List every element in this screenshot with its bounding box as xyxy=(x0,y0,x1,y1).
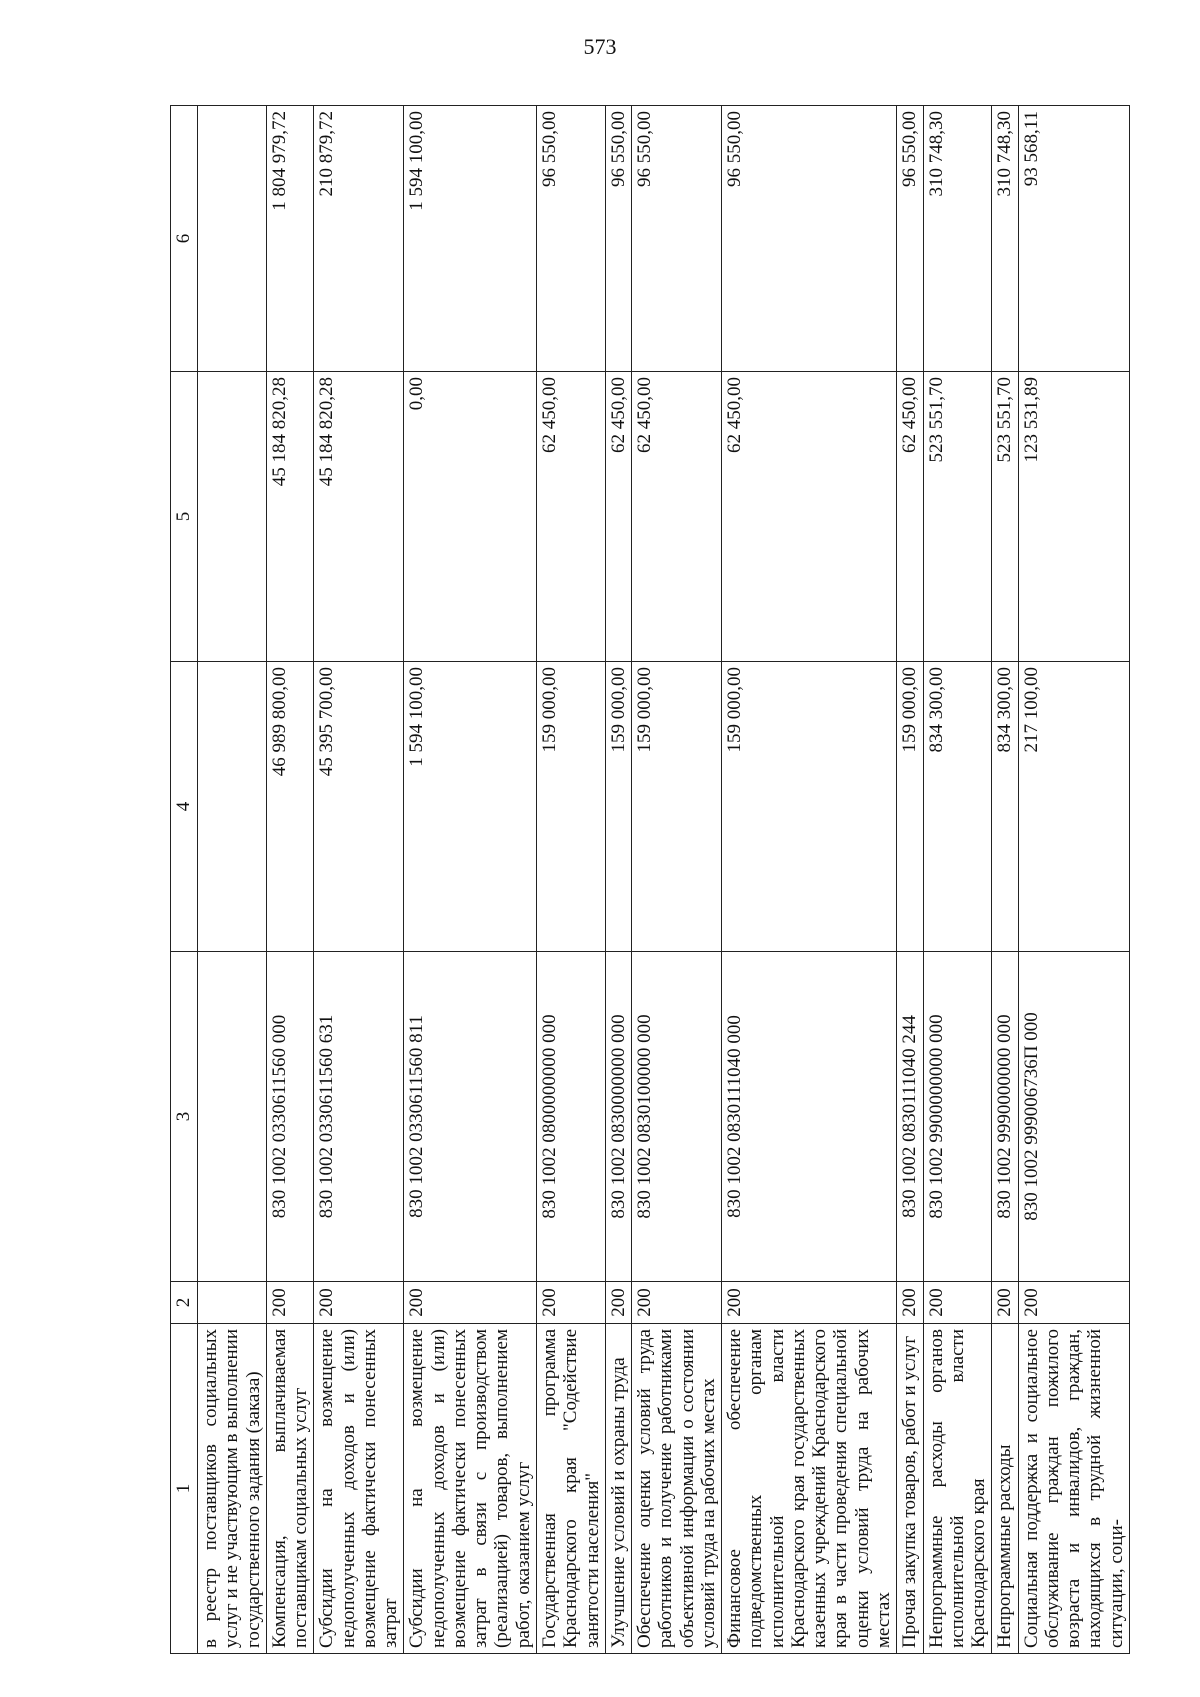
page-number: 573 xyxy=(583,34,617,59)
row-classification-cell: 830 1002 0830111040 244 xyxy=(897,952,923,1282)
row-classification-cell: 830 1002 0330611560 631 xyxy=(314,952,404,1282)
row-code-cell: 200 xyxy=(605,1282,631,1324)
column-header: 4 xyxy=(171,662,198,952)
row-approved-cell: 1 594 100,00 xyxy=(404,662,537,952)
table-row xyxy=(198,106,267,1654)
row-name-cell: Компенсация, выплачиваемая поставщикам социальных услуг xyxy=(266,1324,314,1654)
row-approved-cell: 217 100,00 xyxy=(1018,662,1129,952)
row-code-cell: 200 xyxy=(992,1282,1018,1324)
row-executed-cell xyxy=(198,372,267,662)
row-name-cell: в реестр поставщиков социальных услуг и не участвующим в выполнении государственного задания (заказа) xyxy=(198,1324,267,1654)
row-approved-cell: 159 000,00 xyxy=(605,662,631,952)
row-classification-cell xyxy=(198,952,267,1282)
table-body xyxy=(198,106,1130,1654)
column-header: 2 xyxy=(171,1282,198,1324)
row-classification-cell: 830 1002 999006736П 000 xyxy=(1018,952,1129,1282)
row-executed-cell: 62 450,00 xyxy=(536,372,605,662)
row-code-cell: 200 xyxy=(632,1282,722,1324)
column-header: 6 xyxy=(171,106,198,372)
row-remainder-cell: 1 594 100,00 xyxy=(404,106,537,372)
row-name-cell: Субсидии на возмещение недополученных доходов и (или) возмещение фактически понесенных затрат xyxy=(314,1324,404,1654)
row-remainder-cell xyxy=(198,106,267,372)
table-row xyxy=(632,106,722,1654)
row-approved-cell: 159 000,00 xyxy=(536,662,605,952)
table-row xyxy=(314,106,404,1654)
column-header: 5 xyxy=(171,372,198,662)
row-name-cell: Финансовое обеспечение подведомственных органам исполнительной власти Краснодарского края государственных казенных учреждений Краснодарского края в части проведения специальной оценки условий труда на рабочих местах xyxy=(722,1324,897,1654)
row-approved-cell: 45 395 700,00 xyxy=(314,662,404,952)
row-name-cell: Прочая закупка товаров, работ и услуг xyxy=(897,1324,923,1654)
table-row xyxy=(266,106,314,1654)
row-remainder-cell: 96 550,00 xyxy=(605,106,631,372)
row-name-cell: Субсидии на возмещение недополученных доходов и (или) возмещение фактически понесенных затрат в связи с производством (реализацией) товаров, выполнением работ, оказанием услуг xyxy=(404,1324,537,1654)
table-row xyxy=(1018,106,1129,1654)
row-name-cell: Непрограммные расходы органов исполнительной власти Краснодарского края xyxy=(923,1324,992,1654)
row-executed-cell: 62 450,00 xyxy=(897,372,923,662)
row-code-cell xyxy=(198,1282,267,1324)
row-code-cell: 200 xyxy=(897,1282,923,1324)
row-classification-cell: 830 1002 0830000000 000 xyxy=(605,952,631,1282)
row-remainder-cell: 310 748,30 xyxy=(992,106,1018,372)
table-row xyxy=(536,106,605,1654)
row-remainder-cell: 96 550,00 xyxy=(536,106,605,372)
row-executed-cell: 123 531,89 xyxy=(1018,372,1129,662)
row-classification-cell: 830 1002 9990000000 000 xyxy=(992,952,1018,1282)
row-executed-cell: 0,00 xyxy=(404,372,537,662)
row-name-cell: Непрограммные расходы xyxy=(992,1324,1018,1654)
row-code-cell: 200 xyxy=(1018,1282,1129,1324)
column-header: 3 xyxy=(171,952,198,1282)
row-remainder-cell: 96 550,00 xyxy=(897,106,923,372)
row-classification-cell: 830 1002 0830100000 000 xyxy=(632,952,722,1282)
row-classification-cell: 830 1002 0800000000 000 xyxy=(536,952,605,1282)
row-executed-cell: 523 551,70 xyxy=(923,372,992,662)
row-classification-cell: 830 1002 0330611560 000 xyxy=(266,952,314,1282)
row-executed-cell: 62 450,00 xyxy=(722,372,897,662)
budget-table xyxy=(170,105,1130,1654)
table-row xyxy=(404,106,537,1654)
row-executed-cell: 523 551,70 xyxy=(992,372,1018,662)
row-approved-cell: 159 000,00 xyxy=(632,662,722,952)
row-approved-cell: 159 000,00 xyxy=(897,662,923,952)
row-remainder-cell: 310 748,30 xyxy=(923,106,992,372)
row-remainder-cell: 1 804 979,72 xyxy=(266,106,314,372)
table-row xyxy=(605,106,631,1654)
row-classification-cell: 830 1002 0330611560 811 xyxy=(404,952,537,1282)
row-code-cell: 200 xyxy=(923,1282,992,1324)
row-approved-cell: 834 300,00 xyxy=(923,662,992,952)
row-name-cell: Улучшение условий и охраны труда xyxy=(605,1324,631,1654)
row-name-cell: Государственная программа Краснодарского края "Содействие занятости населения" xyxy=(536,1324,605,1654)
row-remainder-cell: 96 550,00 xyxy=(632,106,722,372)
row-approved-cell xyxy=(198,662,267,952)
row-executed-cell: 45 184 820,28 xyxy=(266,372,314,662)
row-executed-cell: 45 184 820,28 xyxy=(314,372,404,662)
table-row xyxy=(923,106,992,1654)
table-row xyxy=(897,106,923,1654)
row-executed-cell: 62 450,00 xyxy=(632,372,722,662)
column-header: 1 xyxy=(171,1324,198,1654)
row-code-cell: 200 xyxy=(266,1282,314,1324)
row-code-cell: 200 xyxy=(536,1282,605,1324)
row-classification-cell: 830 1002 0830111040 000 xyxy=(722,952,897,1282)
row-name-cell: Социальная поддержка и социальное обслуживание граждан пожилого возраста и инвалидов, граждан, находящихся в трудной жизненной ситуации, соци- xyxy=(1018,1324,1129,1654)
budget-table-container xyxy=(170,106,1127,1654)
row-name-cell: Обеспечение оценки условий труда работников и получение работниками объективной информации о состоянии условий труда на рабочих местах xyxy=(632,1324,722,1654)
row-classification-cell: 830 1002 9900000000 000 xyxy=(923,952,992,1282)
header-row xyxy=(171,106,198,1654)
row-code-cell: 200 xyxy=(314,1282,404,1324)
row-approved-cell: 46 989 800,00 xyxy=(266,662,314,952)
table-row xyxy=(992,106,1018,1654)
row-code-cell: 200 xyxy=(404,1282,537,1324)
row-approved-cell: 159 000,00 xyxy=(722,662,897,952)
row-remainder-cell: 93 568,11 xyxy=(1018,106,1129,372)
table-row xyxy=(722,106,897,1654)
row-remainder-cell: 210 879,72 xyxy=(314,106,404,372)
row-approved-cell: 834 300,00 xyxy=(992,662,1018,952)
row-code-cell: 200 xyxy=(722,1282,897,1324)
row-executed-cell: 62 450,00 xyxy=(605,372,631,662)
row-remainder-cell: 96 550,00 xyxy=(722,106,897,372)
